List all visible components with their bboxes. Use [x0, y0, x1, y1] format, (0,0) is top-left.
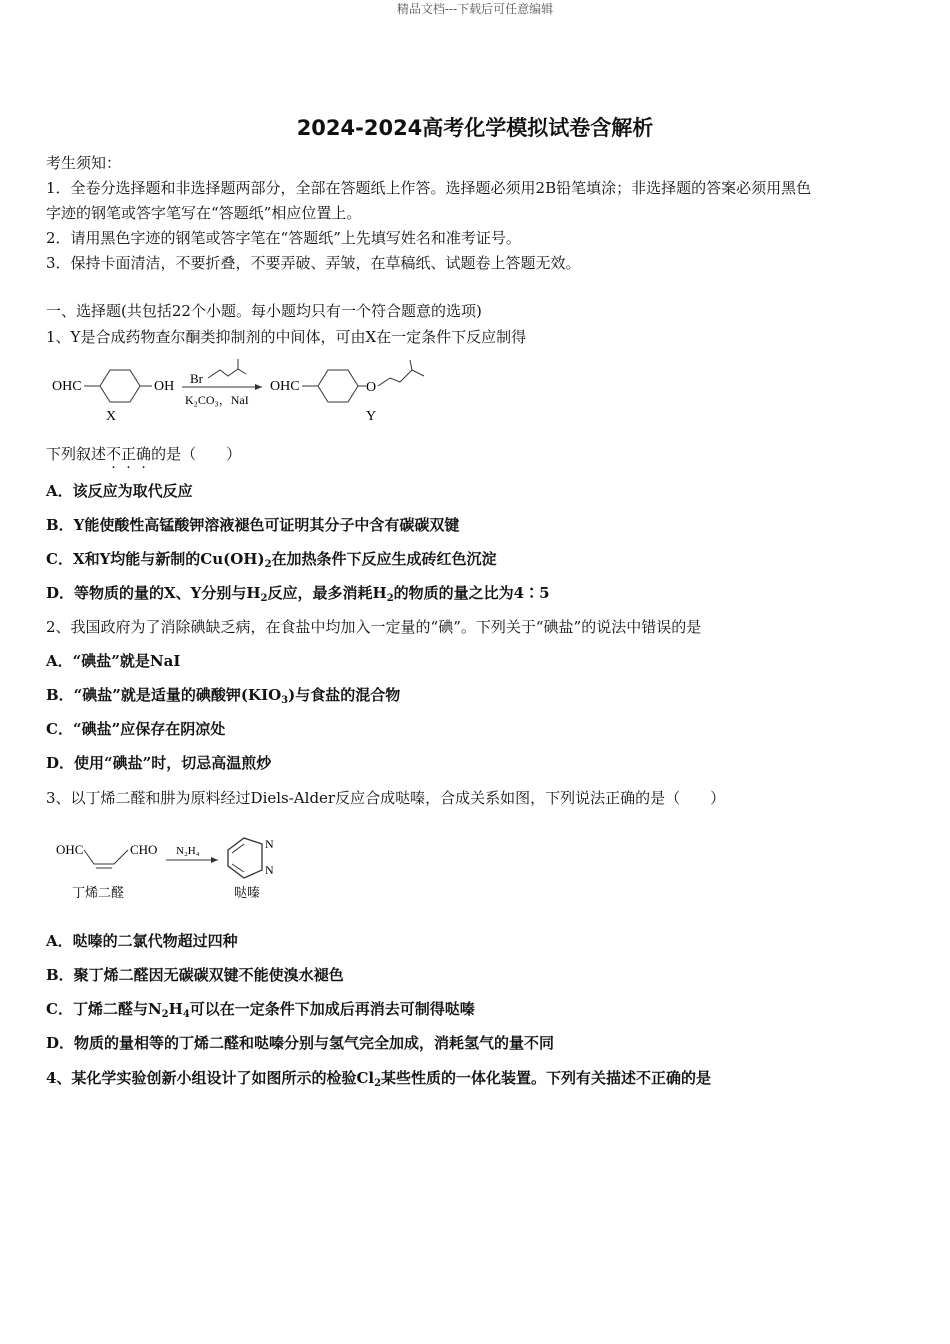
q3-label-left: 丁烯二醛	[72, 885, 125, 900]
q3-option-c-pre: C．丁烯二醛与N	[46, 1000, 162, 1018]
q3-left-cho: OHC	[56, 842, 84, 857]
q3-option-c	[46, 998, 475, 1019]
q3-stem: 3、以丁烯二醛和肼为原料经过Diels-Alder反应合成哒嗪，合成关系如图，下列说法正确的是（ ）	[46, 789, 726, 807]
q4-stem-sub: 2	[374, 1078, 382, 1089]
q1-option-b: B．Y能使酸性高锰酸钾溶液褪色可证明其分子中含有碳碳双键	[46, 516, 460, 534]
notice-item-1-cont: 字迹的钢笔或答字笔写在“答题纸”相应位置上。	[46, 204, 362, 222]
q1-stem: 1、Y是合成药物查尔酮类抑制剂的中间体，可由X在一定条件下反应制得	[46, 328, 527, 346]
q1-x-benzene-ring	[100, 370, 140, 402]
page-header: 精品文档---下载后可任意编辑	[396, 2, 554, 16]
notice-item-3: 3．保持卡面清洁，不要折叠，不要弄破、弄皱，在草稿纸、试题卷上答题无效。	[46, 254, 581, 272]
q1-reaction-scheme	[48, 356, 488, 426]
q1-y-chain	[378, 370, 424, 386]
q2-option-b-pre: B．“碘盐”就是适量的碘酸钾(KIO	[46, 686, 282, 704]
q3-option-d: D．物质的量相等的丁烯二醛和哒嗪分别与氢气完全加成，消耗氢气的量不同	[46, 1034, 555, 1052]
q3-pyridazine-ring	[228, 838, 262, 878]
q1-x-ohc: OHC	[52, 379, 82, 394]
q1-option-d	[46, 582, 550, 603]
q3-butenedial-chain	[84, 850, 128, 864]
q3-option-c-mid: H	[168, 1000, 183, 1018]
q3-right-cho: CHO	[130, 842, 158, 857]
q1-option-c	[46, 548, 497, 569]
q1-y-oxygen: O	[366, 380, 377, 395]
q1-reagent-chain	[208, 369, 246, 378]
q2-option-c: C．“碘盐”应保存在阴凉处	[46, 720, 226, 738]
q1-y-label: Y	[366, 409, 377, 424]
q2-option-b-post: )与食盐的混合物	[288, 686, 401, 704]
q3-reaction-scheme	[52, 828, 292, 908]
q4-stem-post: 某些性质的一体化装置。下列有关描述不正确的是	[381, 1069, 712, 1087]
q1-x-oh: OH	[154, 379, 175, 394]
q1-ask-emph-2: 正	[121, 445, 137, 463]
q1-y-benzene-ring	[318, 370, 358, 402]
q1-ask-prefix: 下列叙述	[46, 445, 107, 463]
q1-option-c-pre: C．X和Y均能与新制的Cu(OH)	[46, 550, 265, 568]
q1-x-label: X	[106, 409, 117, 424]
q1-option-d-pre: D．等物质的量的X、Y分别与H	[46, 584, 261, 602]
q1-y-ohc: OHC	[270, 379, 300, 394]
notice-item-1: 1．全卷分选择题和非选择题两部分，全部在答题纸上作答。选择题必须用2B铅笔填涂；非选择题的答案必须用黑色	[46, 179, 812, 197]
q3-option-a: A．哒嗪的二氯代物超过四种	[46, 932, 238, 950]
q4-stem	[46, 1067, 711, 1088]
q2-option-b-sub: 3	[281, 695, 289, 706]
q3-option-c-sub1: 2	[161, 1009, 169, 1020]
section-heading: 一、选择题(共包括22个小题。每小题均只有一个符合题意的选项)	[46, 302, 482, 320]
q1-option-c-sub: 2	[264, 559, 272, 570]
notice-heading: 考生须知：	[46, 154, 122, 172]
page-title: 2024-2024高考化学模拟试卷含解析	[296, 116, 654, 140]
notice-item-2: 2．请用黑色字迹的钢笔或答字笔在“答题纸”上先填写姓名和准考证号。	[46, 229, 521, 247]
q1-reagent-bottom: K₂CO₃，NaI	[185, 393, 249, 407]
q3-n2: N	[265, 863, 274, 877]
q1-ask-suffix: 的是（ ）	[151, 445, 242, 463]
q3-option-c-sub2: 4	[182, 1009, 190, 1020]
q4-stem-pre: 4、某化学实验创新小组设计了如图所示的检验Cl	[46, 1069, 375, 1087]
q1-ask-emph-3: 确	[136, 445, 152, 463]
q1-option-d-mid: 反应，最多消耗H	[267, 584, 387, 602]
q2-option-b	[46, 684, 400, 705]
q1-option-d-post: 的物质的量之比为4∶5	[393, 584, 550, 602]
q1-reagent-br: Br	[190, 371, 203, 386]
q1-ask-emph-1: 不	[106, 445, 122, 463]
q3-option-b: B．聚丁烯二醛因无碳碳双键不能使溴水褪色	[46, 966, 344, 984]
q1-option-a: A．该反应为取代反应	[46, 482, 193, 500]
q3-label-right: 哒嗪	[234, 885, 261, 900]
q1-option-d-sub2: 2	[386, 593, 394, 604]
q3-n1: N	[265, 837, 274, 851]
q1-ask	[46, 443, 241, 464]
q3-reagent: N₂H₄	[176, 845, 200, 857]
q2-stem: 2、我国政府为了消除碘缺乏病，在食盐中均加入一定量的“碘”。下列关于“碘盐”的说法中错误的是	[46, 618, 702, 636]
q2-option-a: A．“碘盐”就是NaI	[46, 652, 181, 670]
q1-option-d-sub1: 2	[260, 593, 268, 604]
q1-option-c-post: 在加热条件下反应生成砖红色沉淀	[271, 550, 497, 568]
q3-option-c-post: 可以在一定条件下加成后再消去可制得哒嗪	[189, 1000, 475, 1018]
q2-option-d: D．使用“碘盐”时，切忌高温煎炒	[46, 754, 272, 772]
